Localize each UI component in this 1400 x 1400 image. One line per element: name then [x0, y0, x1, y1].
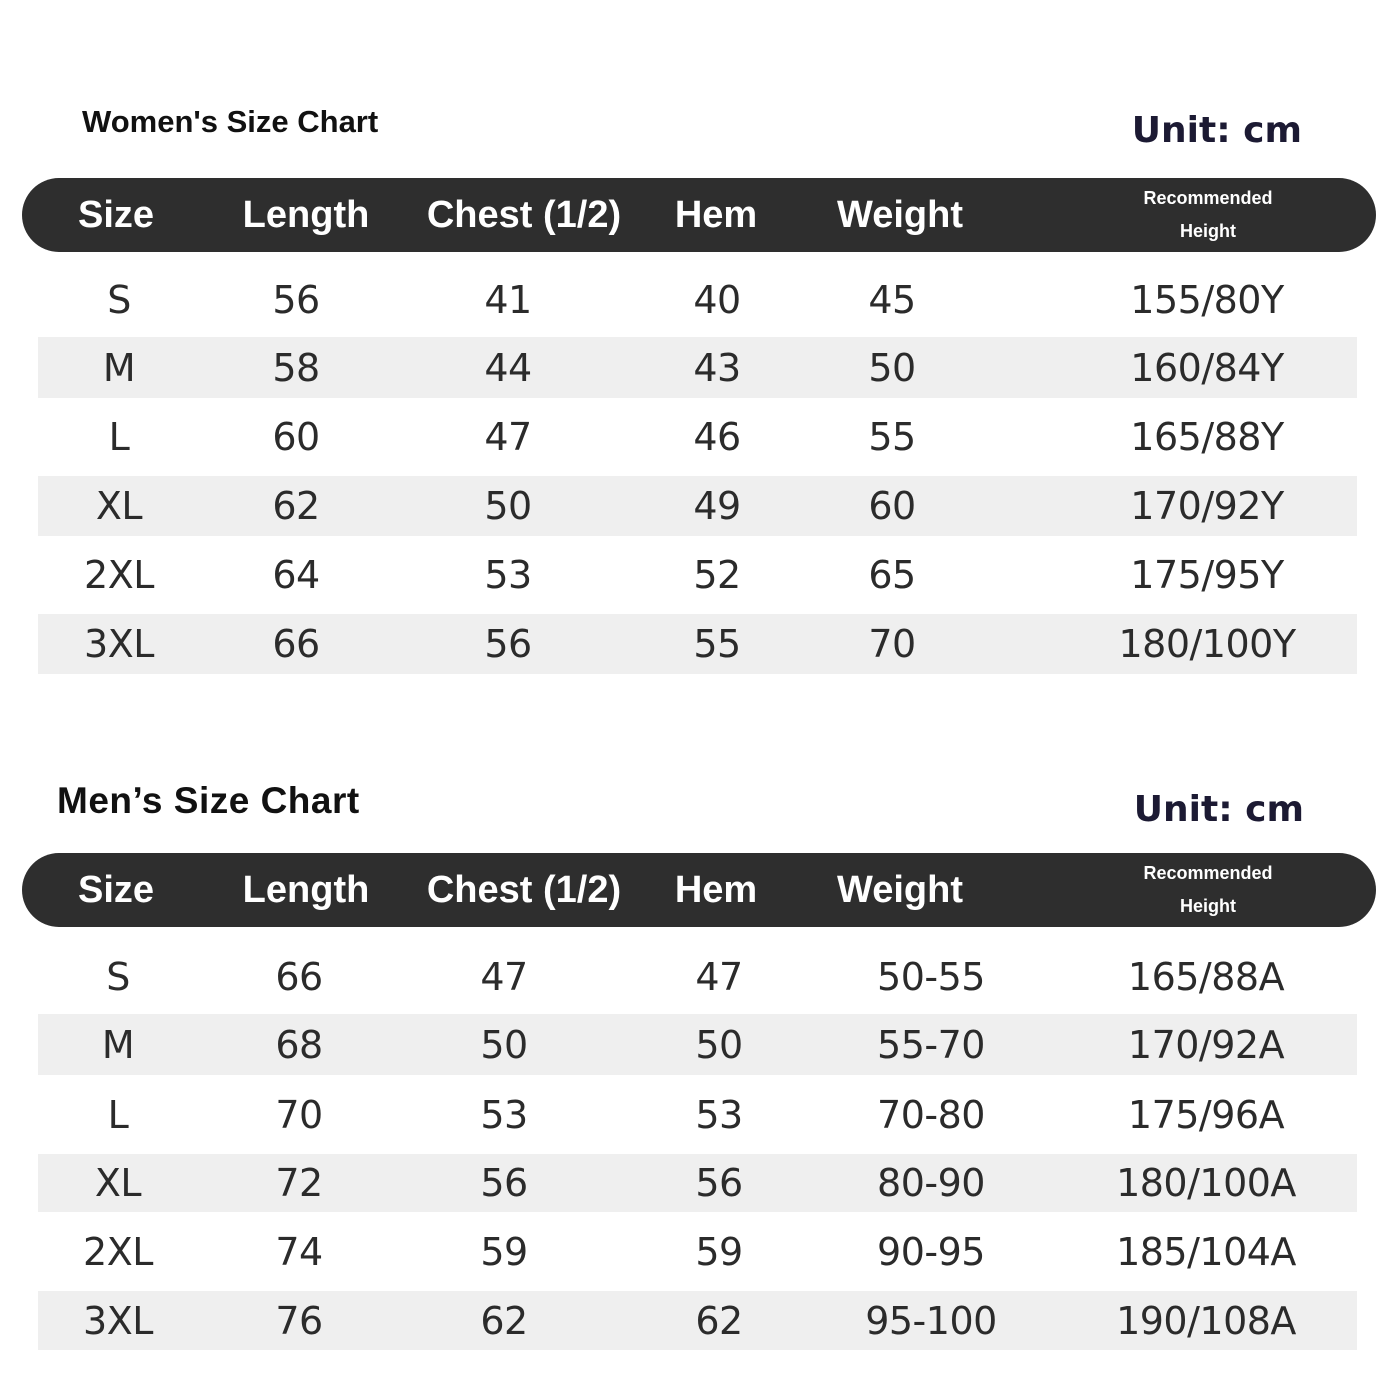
men-chart-title: Men’s Size Chart [57, 780, 360, 821]
height-cell: 190/108A [1116, 1298, 1296, 1343]
header-chest: Chest (1/2) [426, 868, 622, 911]
hem-cell: 52 [693, 553, 741, 597]
table-row [38, 1014, 1357, 1075]
hem-cell: 62 [695, 1298, 743, 1343]
length-cell: 58 [272, 345, 320, 390]
header-length: Length [242, 193, 370, 236]
header-size: Size [77, 868, 155, 911]
size-cell: 2XL [83, 1229, 153, 1274]
men-unit-label: Unit: cm [1133, 789, 1304, 830]
header-chest: Chest (1/2) [426, 193, 622, 236]
height-cell: 180/100A [1116, 1161, 1296, 1205]
weight-cell: 90-95 [877, 1229, 985, 1274]
chest-cell: 47 [484, 415, 532, 459]
men-table-body [38, 940, 1357, 1350]
women-chart-title: Women's Size Chart [82, 104, 379, 139]
height-cell: 175/96A [1127, 1092, 1285, 1137]
size-cell: 3XL [83, 1298, 153, 1343]
header-recommended: Recommended [1143, 863, 1273, 883]
hem-cell: 40 [693, 277, 741, 322]
header-weight: Weight [837, 193, 963, 236]
height-cell: 175/95Y [1130, 553, 1284, 597]
weight-cell: 50-55 [877, 955, 985, 999]
weight-cell: 95-100 [865, 1298, 997, 1343]
weight-cell: 70-80 [877, 1092, 985, 1137]
chest-cell: 50 [480, 1022, 528, 1067]
women-table-body [38, 262, 1357, 674]
length-cell: 66 [275, 955, 323, 999]
hem-cell: 49 [693, 484, 741, 528]
hem-cell: 46 [693, 415, 741, 459]
women-unit-label: Unit: cm [1131, 110, 1302, 151]
table-row [38, 337, 1357, 398]
weight-cell: 65 [868, 553, 916, 597]
chest-cell: 59 [480, 1229, 528, 1274]
height-cell: 170/92Y [1130, 484, 1284, 528]
hem-cell: 56 [695, 1161, 743, 1205]
length-cell: 76 [275, 1298, 323, 1343]
height-cell: 155/80Y [1130, 277, 1284, 322]
weight-cell: 55-70 [877, 1022, 985, 1067]
header-hem: Hem [674, 193, 758, 236]
hem-cell: 55 [693, 622, 741, 666]
height-cell: 165/88A [1127, 955, 1285, 999]
weight-cell: 80-90 [877, 1161, 985, 1205]
table-row [38, 1154, 1357, 1212]
hem-cell: 59 [695, 1229, 743, 1274]
header-height: Height [1179, 896, 1236, 916]
size-cell: S [106, 955, 130, 999]
size-cell: XL [95, 484, 143, 528]
length-cell: 56 [272, 277, 320, 322]
chest-cell: 62 [480, 1298, 528, 1343]
size-cell: L [108, 415, 130, 459]
chest-cell: 53 [484, 553, 532, 597]
weight-cell: 60 [868, 484, 916, 528]
weight-cell: 50 [868, 345, 916, 390]
length-cell: 60 [272, 415, 320, 459]
table-row [38, 1075, 1357, 1154]
length-cell: 68 [275, 1022, 323, 1067]
men-header-row [22, 853, 1376, 927]
chest-cell: 56 [480, 1161, 528, 1205]
table-row [38, 398, 1357, 476]
header-hem: Hem [674, 868, 758, 911]
weight-cell: 55 [868, 415, 916, 459]
header-height: Height [1179, 221, 1236, 241]
men-size-chart [0, 700, 1400, 1400]
chest-cell: 47 [480, 955, 528, 999]
length-cell: 64 [272, 553, 320, 597]
height-cell: 170/92A [1127, 1022, 1285, 1067]
size-cell: L [107, 1092, 129, 1137]
hem-cell: 43 [693, 345, 741, 390]
header-recommended: Recommended [1143, 188, 1273, 208]
length-cell: 74 [275, 1229, 323, 1274]
height-cell: 180/100Y [1118, 622, 1296, 666]
header-length: Length [242, 868, 370, 911]
table-row [38, 940, 1357, 1014]
height-cell: 185/104A [1116, 1229, 1296, 1274]
size-cell: M [102, 345, 136, 390]
hem-cell: 47 [695, 955, 743, 999]
chest-cell: 41 [484, 277, 532, 322]
size-cell: 3XL [84, 622, 154, 666]
length-cell: 72 [275, 1161, 323, 1205]
header-size: Size [77, 193, 155, 236]
height-cell: 165/88Y [1130, 415, 1284, 459]
header-recommended-height [1118, 853, 1298, 927]
weight-cell: 70 [868, 622, 916, 666]
size-cell: S [107, 277, 131, 322]
table-row [38, 476, 1357, 536]
table-row [38, 1291, 1357, 1350]
table-row [38, 262, 1357, 337]
length-cell: 70 [275, 1092, 323, 1137]
chest-cell: 53 [480, 1092, 528, 1137]
hem-cell: 53 [695, 1092, 743, 1137]
height-cell: 160/84Y [1130, 345, 1284, 390]
table-row [38, 536, 1357, 614]
header-recommended-height [1118, 178, 1298, 252]
chest-cell: 44 [484, 345, 532, 390]
chest-cell: 56 [484, 622, 532, 666]
size-cell: 2XL [84, 553, 154, 597]
header-weight: Weight [837, 868, 963, 911]
table-row [38, 614, 1357, 674]
table-row [38, 1212, 1357, 1291]
weight-cell: 45 [868, 277, 916, 322]
size-cell: M [101, 1022, 135, 1067]
length-cell: 62 [272, 484, 320, 528]
hem-cell: 50 [695, 1022, 743, 1067]
length-cell: 66 [272, 622, 320, 666]
chest-cell: 50 [484, 484, 532, 528]
women-header-row [22, 178, 1376, 252]
size-cell: XL [94, 1161, 142, 1205]
